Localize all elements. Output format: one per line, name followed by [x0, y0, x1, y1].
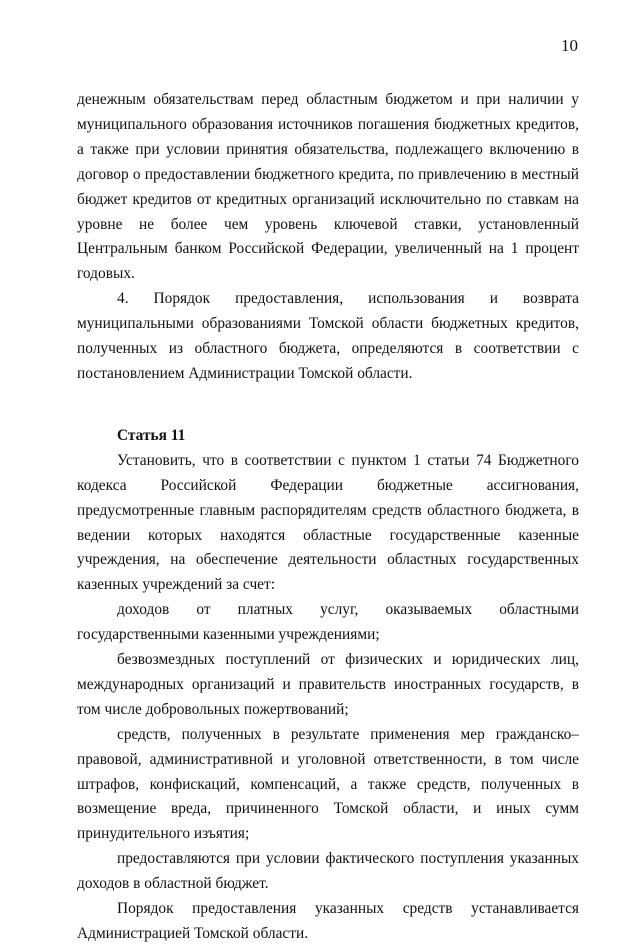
paragraph-continuation: денежным обязательствам перед областным бюджетом и при наличии у муниципального образования источников погашения бюджетных кредитов, а также при условии принятия обязательства, подлежащего включению в договор о предоставлении бюджетного кредита, по привлечению в местный бюджет кредитов от кредитных организаций исключительно по ставкам на уровне не более чем уровень ключевой ставки, установленный Центральным банком Российской Федерации, увеличенный на 1 процент годовых. — [77, 91, 579, 283]
article-heading: Статья 11 — [117, 426, 186, 444]
article-list-item-3: средств, полученных в результате применения мер гражданско–правовой, административной и уголовной ответственности, в том числе штрафов, конфискаций, компенсаций, а также средств, полученных в возмещение вреда, причиненного Томской области, и иных сумм принудительного изъятия; — [77, 725, 579, 843]
article-list-item-2: безвозмездных поступлений от физических и юридических лиц, международных организаций и правительств иностранных государств, в том числе добровольных пожертвований; — [77, 651, 579, 718]
paragraph-item-4: 4. Порядок предоставления, использования и возврата муниципальными образованиями Томской области бюджетных кредитов, полученных из областного бюджета, определяются в соответствии с постановлением Администрации Томской области. — [77, 290, 579, 382]
page-number: 10 — [561, 36, 578, 55]
article-procedure: Порядок предоставления указанных средств устанавливается Администрацией Томской области. — [77, 900, 579, 942]
article-list-item-1: доходов от платных услуг, оказываемых областными государственными казенными учреждениями; — [77, 601, 579, 644]
article-intro: Установить, что в соответствии с пунктом 1 статьи 74 Бюджетного кодекса Российской Федерации бюджетные ассигнования, предусмотренные главным распорядителям средств областного бюджета, в ведении которых находятся областные государственные казенные учреждения, на обеспечение деятельности областных государственных казенных учреждений за счет: — [77, 451, 579, 594]
article-condition: предоставляются при условии фактического поступления указанных доходов в областной бюджет. — [77, 850, 579, 893]
document-body — [77, 88, 579, 947]
